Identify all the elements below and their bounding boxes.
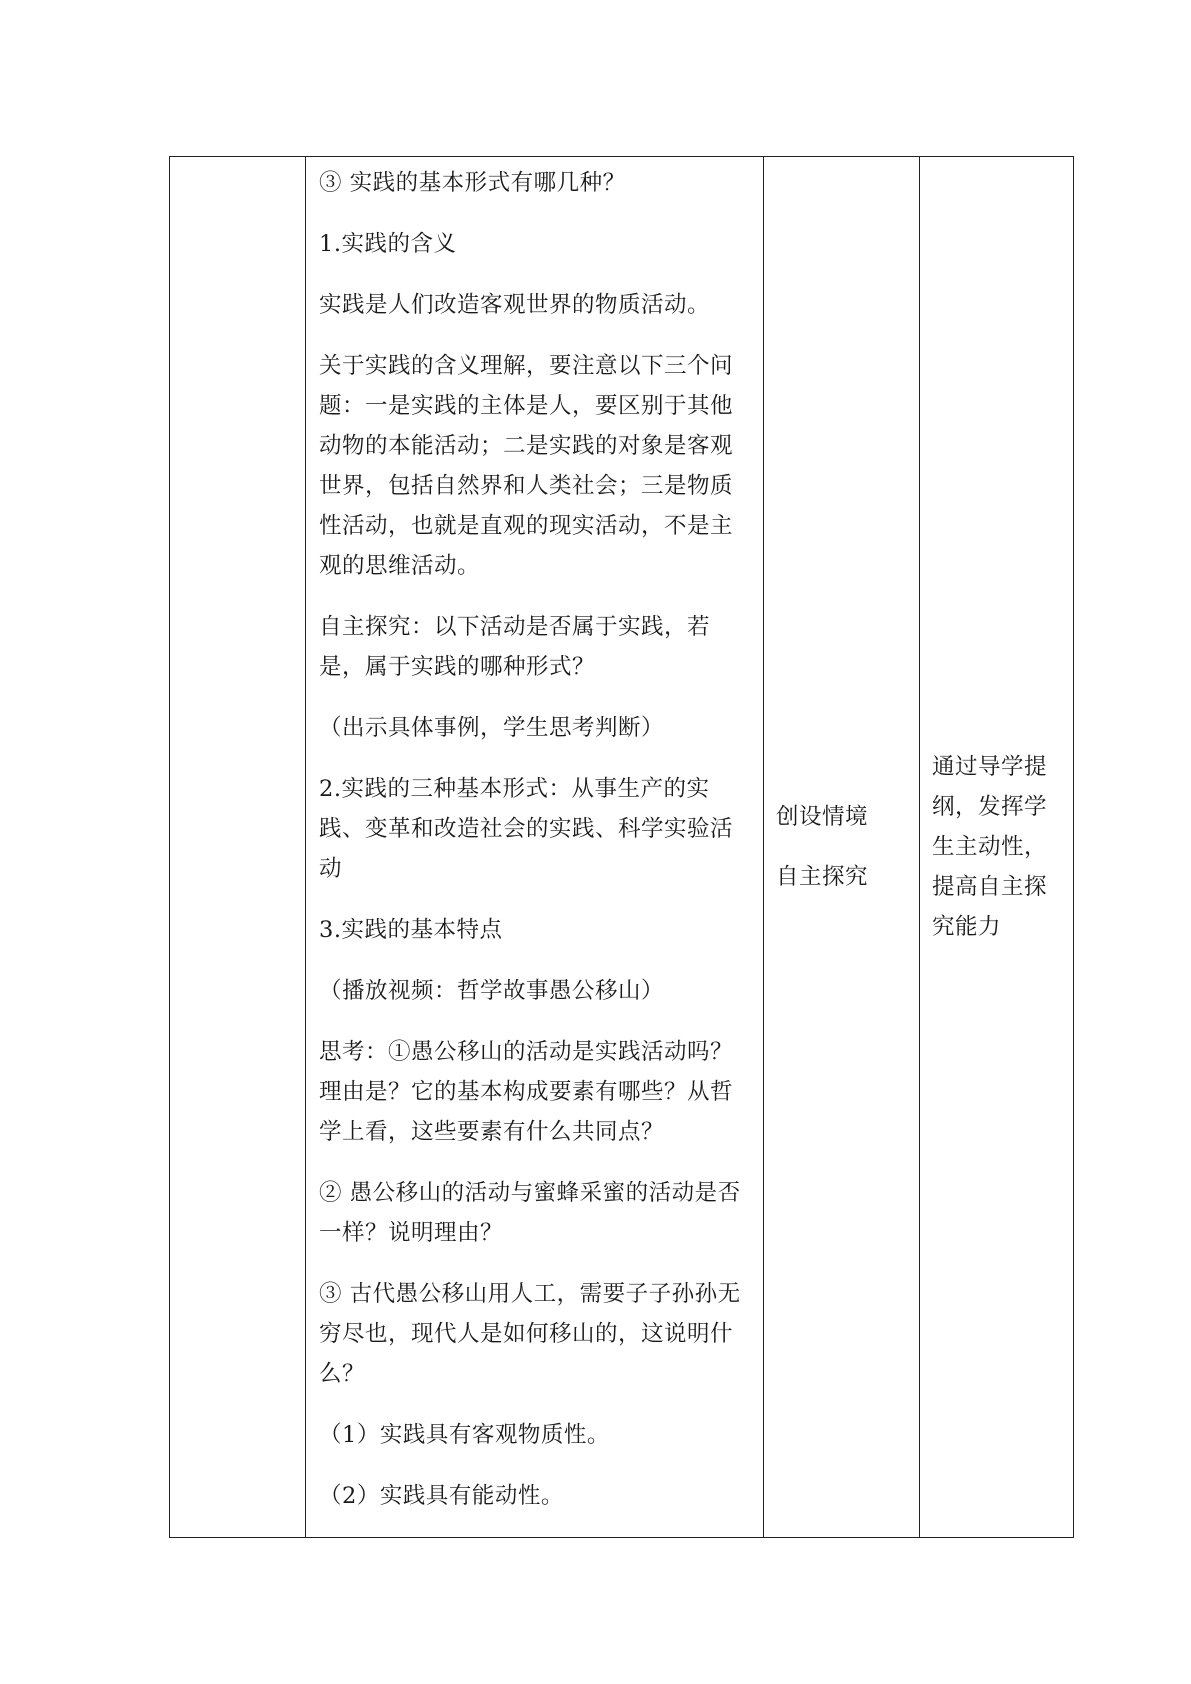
design-purpose-cell bbox=[920, 157, 1074, 1538]
method-line: 创设情境 bbox=[776, 804, 869, 830]
purpose-line: 究能力 bbox=[932, 914, 1002, 940]
teaching-content bbox=[306, 157, 763, 1516]
purpose-line: 通过导学提 bbox=[932, 754, 1048, 780]
content-paragraph: 实践是人们改造客观世界的物质活动。 bbox=[319, 292, 711, 318]
content-paragraph: （播放视频：哲学故事愚公移山） bbox=[319, 978, 665, 1004]
method-line: 自主探究 bbox=[776, 864, 869, 890]
purpose-line: 纲，发挥学 bbox=[932, 794, 1048, 820]
content-paragraph: 关于实践的含义理解，要注意以下三个问题：一是实践的主体是人，要区别于其他动物的本能活动；二是实践的对象是客观世界，包括自然界和人类社会；三是物质性活动，也就是直观的现实活动，不是主观的思维活动。 bbox=[319, 353, 734, 579]
teaching-content-cell bbox=[306, 157, 764, 1538]
content-paragraph: 1.实践的含义 bbox=[319, 231, 457, 257]
design-purpose bbox=[920, 747, 1073, 947]
stage-cell bbox=[170, 157, 306, 1538]
content-paragraph: ③ 实践的基本形式有哪几种？ bbox=[319, 170, 626, 196]
content-paragraph: 思考：①愚公移山的活动是实践活动吗？理由是？它的基本构成要素有哪些？从哲学上看，这些要素有什么共同点？ bbox=[319, 1039, 734, 1145]
purpose-line: 提高自主探 bbox=[932, 874, 1048, 900]
content-paragraph: 2.实践的三种基本形式：从事生产的实践、变革和改造社会的实践、科学实验活动 bbox=[319, 776, 734, 882]
content-paragraph: （出示具体事例，学生思考判断） bbox=[319, 715, 665, 741]
table-row bbox=[170, 157, 1074, 1538]
purpose-line: 生主动性， bbox=[932, 834, 1048, 860]
content-paragraph: （2）实践具有能动性。 bbox=[319, 1483, 564, 1509]
teaching-method-cell bbox=[764, 157, 920, 1538]
content-paragraph: （1）实践具有客观物质性。 bbox=[319, 1422, 610, 1448]
lesson-plan-table bbox=[169, 156, 1074, 1538]
content-paragraph: ③ 古代愚公移山用人工，需要子子孙孙无穷尽也，现代人是如何移山的，这说明什么？ bbox=[319, 1281, 741, 1387]
content-paragraph: 自主探究：以下活动是否属于实践，若是，属于实践的哪种形式？ bbox=[319, 614, 711, 680]
content-paragraph: 3.实践的基本特点 bbox=[319, 917, 503, 943]
content-paragraph: ② 愚公移山的活动与蜜蜂采蜜的活动是否一样？说明理由？ bbox=[319, 1180, 741, 1246]
teaching-methods bbox=[764, 787, 919, 907]
